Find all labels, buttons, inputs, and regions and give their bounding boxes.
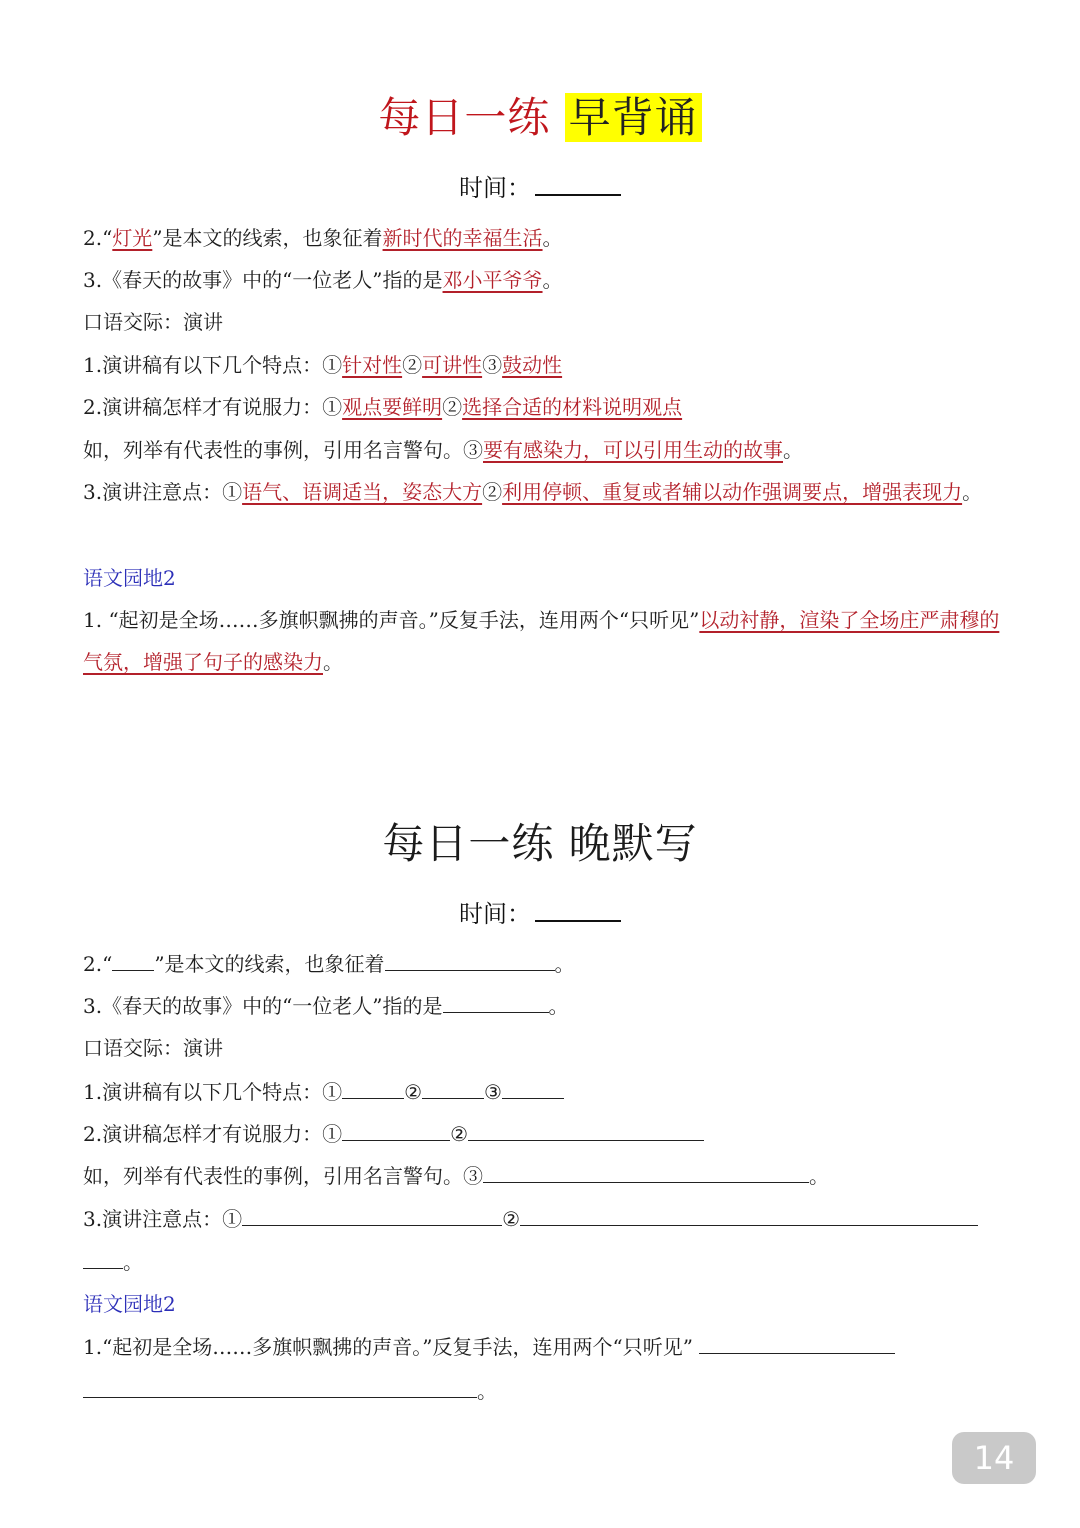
bottom-q2-line xyxy=(83,950,1003,978)
top-s2b-line xyxy=(83,436,1003,464)
text: 。 xyxy=(123,1250,143,1274)
top-s2-line xyxy=(83,393,1003,421)
fill-blank[interactable] xyxy=(443,994,549,1013)
top-s1-line xyxy=(83,351,1003,379)
fill-blank[interactable] xyxy=(342,1122,450,1141)
text: 3.演讲注意点：① xyxy=(83,1207,243,1231)
text: ② xyxy=(404,1080,423,1104)
bottom-oral-heading: 口语交际：演讲 xyxy=(83,1036,223,1060)
answer: 选择合适的材料说明观点 xyxy=(462,395,683,419)
time-field-bottom xyxy=(0,898,1080,930)
text: ② xyxy=(502,1207,521,1231)
bottom-s2-line xyxy=(83,1120,1003,1148)
fill-blank[interactable] xyxy=(699,1335,895,1354)
text: 1.演讲稿有以下几个特点：① xyxy=(83,353,343,377)
top-q2-line xyxy=(83,224,1003,252)
answer: 灯光 xyxy=(112,226,153,250)
text: 3.《春天的故事》中的“一位老人”指的是 xyxy=(83,994,443,1018)
fill-blank[interactable] xyxy=(342,1080,404,1099)
text: 2.“ xyxy=(83,226,113,250)
answer: 以动衬静，渲染了全场庄严肃穆的气氛，增强了句子的感染力 xyxy=(83,608,1000,674)
fill-blank[interactable] xyxy=(520,1207,978,1226)
fill-blank[interactable] xyxy=(112,952,154,971)
top-oral-heading: 口语交际：演讲 xyxy=(83,310,223,334)
fill-blank[interactable] xyxy=(483,1164,809,1183)
answer: 鼓动性 xyxy=(502,353,563,377)
text: 2.“ xyxy=(83,952,113,976)
text: 。 xyxy=(477,1379,497,1403)
text: ”是本文的线索，也象征着 xyxy=(152,226,383,250)
text: 2.演讲稿怎样才有说服力：① xyxy=(83,395,343,419)
title-prefix: 每日一练 xyxy=(378,93,565,142)
answer: 邓小平爷爷 xyxy=(442,268,543,292)
text: 。 xyxy=(962,480,983,504)
top-q3-line xyxy=(83,266,1003,294)
bottom-s3-line xyxy=(83,1205,1003,1233)
time-label: 时间： xyxy=(459,900,531,928)
bottom-q3-line xyxy=(83,992,1003,1020)
answer: 语气、语调适当，姿态大方 xyxy=(242,480,483,504)
text: 。 xyxy=(542,226,563,250)
morning-recitation-title xyxy=(0,90,1080,146)
time-blank[interactable] xyxy=(535,172,621,196)
text: 3.《春天的故事》中的“一位老人”指的是 xyxy=(83,268,443,292)
text: 2.演讲稿怎样才有说服力：① xyxy=(83,1122,343,1146)
text: 1. “起初是全场……多旗帜飘拂的声音。”反复手法，连用两个“只听见” xyxy=(83,608,700,632)
top-section-heading: 语文园地2 xyxy=(83,566,176,590)
text: ② xyxy=(442,395,463,419)
text: ③ xyxy=(484,1080,502,1104)
text: ② xyxy=(450,1122,469,1146)
fill-blank[interactable] xyxy=(422,1080,484,1099)
evening-dictation-title: 每日一练 晚默写 xyxy=(382,819,698,868)
text: 如，列举有代表性的事例，引用名言警句。③ xyxy=(83,1164,483,1188)
text: ② xyxy=(402,353,423,377)
text: 1.“起初是全场……多旗帜飘拂的声音。”反复手法，连用两个“只听见” xyxy=(83,1335,693,1359)
bottom-s2b-line xyxy=(83,1162,1003,1190)
bottom-y1-continuation xyxy=(83,1377,1003,1405)
bottom-y1-line xyxy=(83,1333,1003,1361)
answer: 利用停顿、重复或者辅以动作强调要点，增强表现力 xyxy=(502,480,963,504)
answer: 针对性 xyxy=(342,353,403,377)
answer: 可讲性 xyxy=(422,353,483,377)
text: 。 xyxy=(548,994,569,1018)
fill-blank[interactable] xyxy=(385,952,555,971)
text: 1.演讲稿有以下几个特点：① xyxy=(83,1080,343,1104)
time-label: 时间： xyxy=(459,174,531,202)
fill-blank[interactable] xyxy=(83,1250,123,1269)
text: ② xyxy=(482,480,503,504)
text: 。 xyxy=(783,438,803,462)
page-number-badge: 14 xyxy=(952,1432,1036,1484)
text: 。 xyxy=(323,650,343,674)
answer: 要有感染力，可以引用生动的故事 xyxy=(483,438,783,462)
bottom-s1-line xyxy=(83,1078,1003,1106)
text: 如，列举有代表性的事例，引用名言警句。③ xyxy=(83,438,483,462)
top-y1-line xyxy=(83,599,1003,683)
text: 3.演讲注意点：① xyxy=(83,480,243,504)
fill-blank[interactable] xyxy=(502,1080,564,1099)
fill-blank[interactable] xyxy=(242,1207,502,1226)
bottom-s3-continuation xyxy=(83,1248,1003,1276)
answer: 新时代的幸福生活 xyxy=(382,226,543,250)
time-field-top xyxy=(0,172,1080,204)
time-blank[interactable] xyxy=(535,898,621,922)
text: 。 xyxy=(809,1164,829,1188)
title-highlight: 早背诵 xyxy=(565,93,702,142)
text: ③ xyxy=(482,353,503,377)
text: 。 xyxy=(554,952,575,976)
fill-blank[interactable] xyxy=(83,1379,477,1398)
text: ”是本文的线索，也象征着 xyxy=(154,952,385,976)
bottom-section-heading: 语文园地2 xyxy=(83,1292,176,1316)
text: 。 xyxy=(542,268,563,292)
fill-blank[interactable] xyxy=(468,1122,704,1141)
top-s3-line xyxy=(83,471,1003,513)
answer: 观点要鲜明 xyxy=(342,395,443,419)
